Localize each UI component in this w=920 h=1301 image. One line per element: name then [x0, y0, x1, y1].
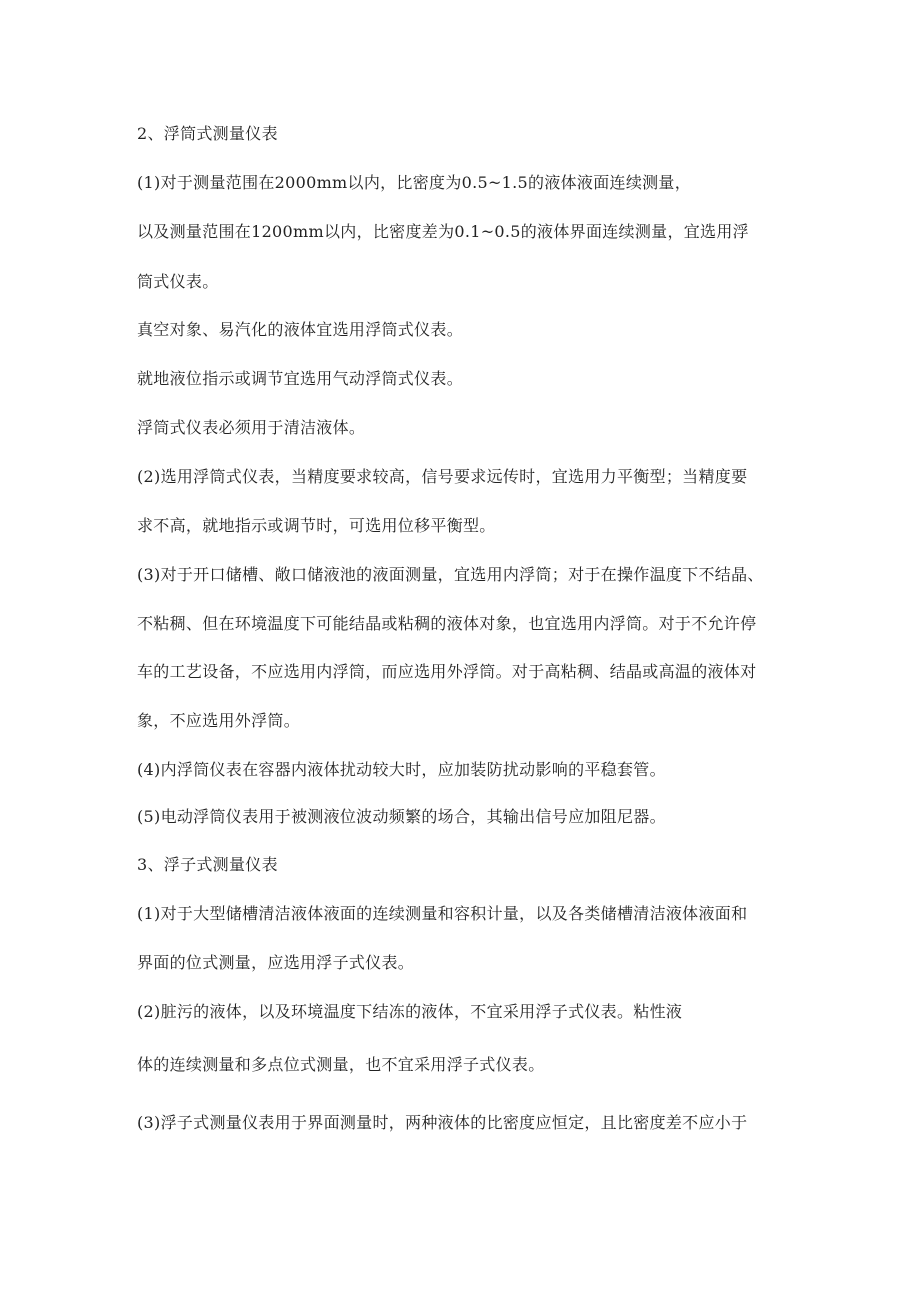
paragraph-line: (4)内浮筒仪表在容器内液体扰动较大时，应加装防扰动影响的平稳套管。 [137, 760, 666, 779]
paragraph-line: 以及测量范围在1200mm以内，比密度差为0.1~0.5的液体界面连续测量，宜选用浮 [137, 222, 749, 241]
paragraph-line: 体的连续测量和多点位式测量，也不宜采用浮子式仪表。 [137, 1055, 545, 1074]
paragraph-line: (3)对于开口储槽、敞口储液池的液面测量，宜选用内浮筒；对于在操作温度下不结晶、 [137, 565, 764, 584]
section-heading-float: 3、浮子式测量仪表 [137, 855, 278, 874]
paragraph-line: 象，不应选用外浮筒。 [137, 711, 301, 730]
paragraph-line: 浮筒式仪表必须用于清洁液体。 [137, 418, 366, 437]
paragraph-line: (2)选用浮筒式仪表，当精度要求较高，信号要求远传时，宜选用力平衡型；当精度要 [137, 467, 748, 486]
paragraph-line: (5)电动浮筒仪表用于被测液位波动频繁的场合，其输出信号应加阻尼器。 [137, 807, 666, 826]
paragraph-line: 界面的位式测量，应选用浮子式仪表。 [137, 953, 415, 972]
paragraph-line: (3)浮子式测量仪表用于界面测量时，两种液体的比密度应恒定，且比密度差不应小于 [137, 1113, 748, 1132]
paragraph-line: 车的工艺设备，不应选用内浮筒，而应选用外浮筒。对于高粘稠、结晶或高温的液体对 [137, 662, 757, 681]
paragraph-line: 求不高，就地指示或调节时，可选用位移平衡型。 [137, 516, 496, 535]
paragraph-line: (2)脏污的液体，以及环境温度下结冻的液体，不宜采用浮子式仪表。粘性液 [137, 1002, 683, 1021]
paragraph-line: 真空对象、易汽化的液体宜选用浮筒式仪表。 [137, 320, 464, 339]
paragraph-line: (1)对于大型储槽清洁液体液面的连续测量和容积计量，以及各类储槽清洁液体液面和 [137, 904, 748, 923]
paragraph-line: 筒式仪表。 [137, 272, 219, 291]
paragraph-line: 不粘稠、但在环境温度下可能结晶或粘稠的液体对象，也宜选用内浮筒。对于不允许停 [137, 614, 757, 633]
section-heading-float-tube: 2、浮筒式测量仪表 [137, 124, 278, 143]
paragraph-line: 就地液位指示或调节宜选用气动浮筒式仪表。 [137, 369, 464, 388]
paragraph-line: (1)对于测量范围在2000mm以内，比密度为0.5~1.5的液体液面连续测量， [137, 173, 692, 192]
